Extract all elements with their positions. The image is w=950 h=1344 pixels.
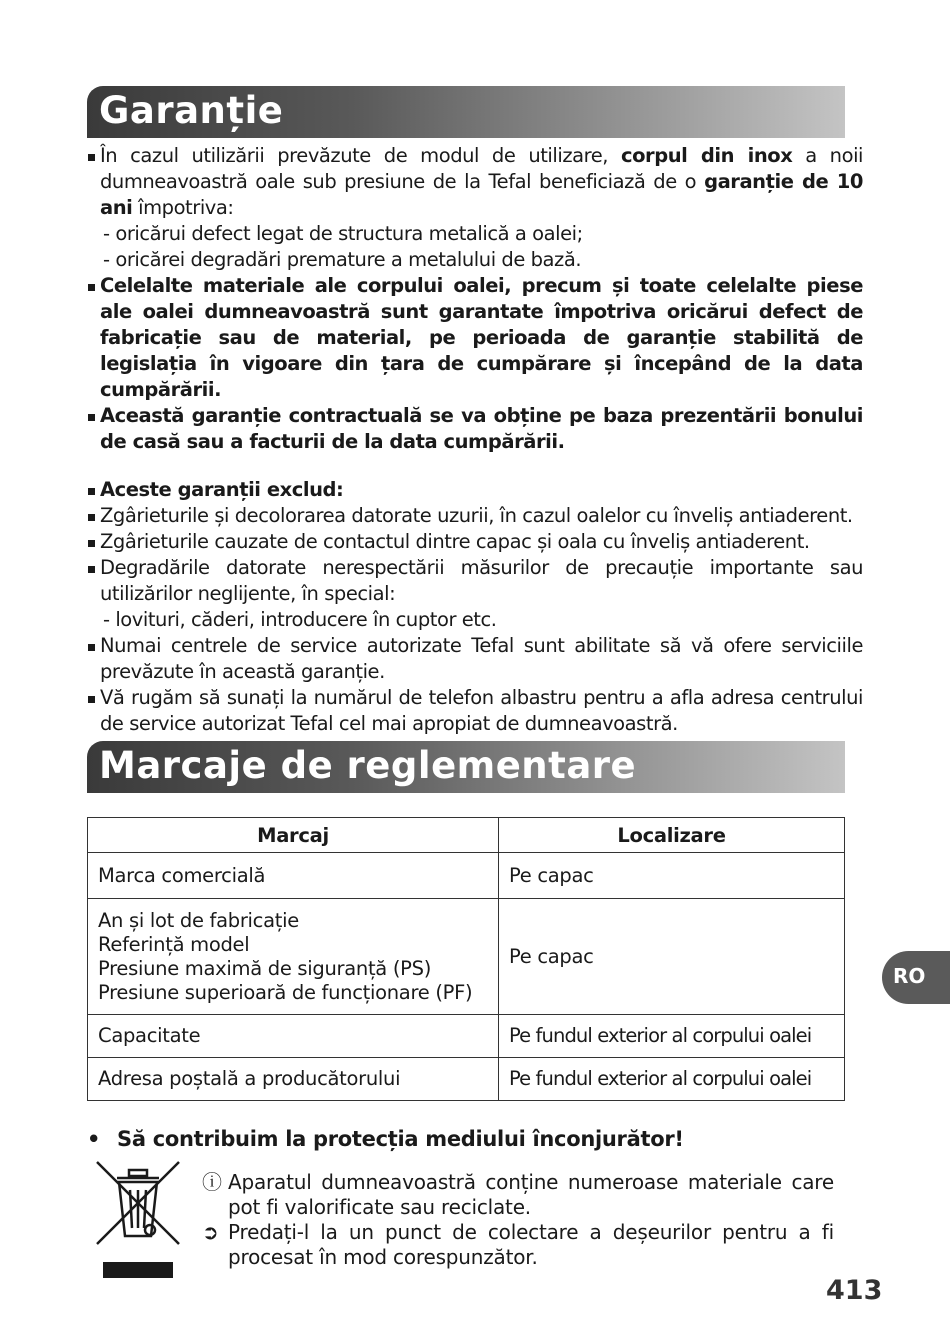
marks-heading-banner [87,741,845,793]
header-localizare: Localizare [499,818,845,853]
language-tab-label: RO [893,964,926,988]
table-cell: Pe capac [499,899,845,1015]
crossed-out-wheelie-bin-icon [95,1160,181,1282]
table-cell: Pe fundul exterior al corpului oalei [499,1058,845,1101]
marks-table [87,817,845,1101]
cell-line: An și lot de fabricație [98,908,299,932]
cell-line: Referință model [98,932,250,956]
header-marcaj: Marcaj [88,818,499,853]
info-icon: ⓘ [202,1170,222,1194]
environment-line-2: ➲ Predați-l la un punct de colectare a deșeurilor pentru a fi procesat în mod corespunzător. [202,1220,834,1269]
warranty-paragraph-2: Celelalte materiale ale corpului oalei, precum și toate celelalte piese ale oalei dumneavoastră sunt garantate împotriva oricărui defect de fabricație sau de material, pe perioada de garanție stabilită de legislația în vigoare din țara de cumpărare și începând de la data cumpărării. [87,273,863,403]
environment-title-text: Să contribuim la protecția mediului înconjurător! [117,1127,684,1151]
warranty-heading: Garanție [99,89,284,132]
table-cell: Adresa poștală a producătorului [88,1058,499,1101]
warranty-heading-banner [87,86,845,138]
exclusion-subitem: - lovituri, căderi, introducere în cuptor etc. [103,608,497,631]
table-cell: Marca comercială [88,853,499,899]
environment-line-1: ⓘ Aparatul dumneavoastră conține numeroase materiale care pot fi valorificate sau reciclate. [202,1170,834,1219]
table-header-row [88,818,845,853]
bullet-glyph: • [87,1127,101,1151]
exclusion-item-4: Numai centrele de service autorizate Tefal sunt abilitate să vă ofere serviciile prevăzute în această garanție. [87,633,863,685]
exclusion-item-1: Zgârieturile și decolorarea datorate uzurii, în cazul oalelor cu înveliș antiaderent. [87,503,863,529]
cell-line: Presiune maximă de siguranță (PS) [98,956,431,980]
warranty-subitem-1: - oricărui defect legat de structura metalică a oalei; [103,222,583,245]
marks-heading: Marcaje de reglementare [99,744,637,787]
warranty-paragraph-1: În cazul utilizării prevăzute de modul de utilizare, corpul din inox a noii dumneavoastră oale sub presiune de la Tefal beneficiază de o garanție de 10 ani împotriva: [87,143,863,221]
table-cell: Pe fundul exterior al corpului oalei [499,1015,845,1058]
table-row [88,1058,845,1101]
exclusion-item-5: Vă rugăm să sunați la numărul de telefon albastru pentru a afla adresa centrului de service autorizat Tefal cel mai apropiat de dumneavoastră. [87,685,863,737]
table-row [88,1015,845,1058]
language-tab [882,951,950,1004]
page-number: 413 [826,1275,883,1306]
cell-line: Presiune superioară de funcționare (PF) [98,980,473,1004]
table-row [88,853,845,899]
exclusion-item-2: Zgârieturile cauzate de contactul dintre capac și oala cu înveliș antiaderent. [87,529,863,555]
environment-text [202,1170,834,1270]
exclusion-item-3: Degradările datorate nerespectării măsurilor de precauție importante sau utilizărilor neglijente, în special: [87,555,863,607]
warranty-subitem-2: - oricărei degradări premature a metalului de bază. [103,248,582,271]
exclusions-title: Aceste garanții exclud: [87,477,863,503]
table-cell [88,899,499,1015]
table-cell: Capacitate [88,1015,499,1058]
table-cell: Pe capac [499,853,845,899]
table-row [88,899,845,1015]
warranty-paragraph-3: Această garanție contractuală se va obține pe baza prezentării bonului de casă sau a facturii de la data cumpărării. [87,403,863,455]
warranty-text-block [87,143,863,737]
environment-title [87,1127,684,1151]
arrow-right-icon: ➲ [202,1220,219,1244]
